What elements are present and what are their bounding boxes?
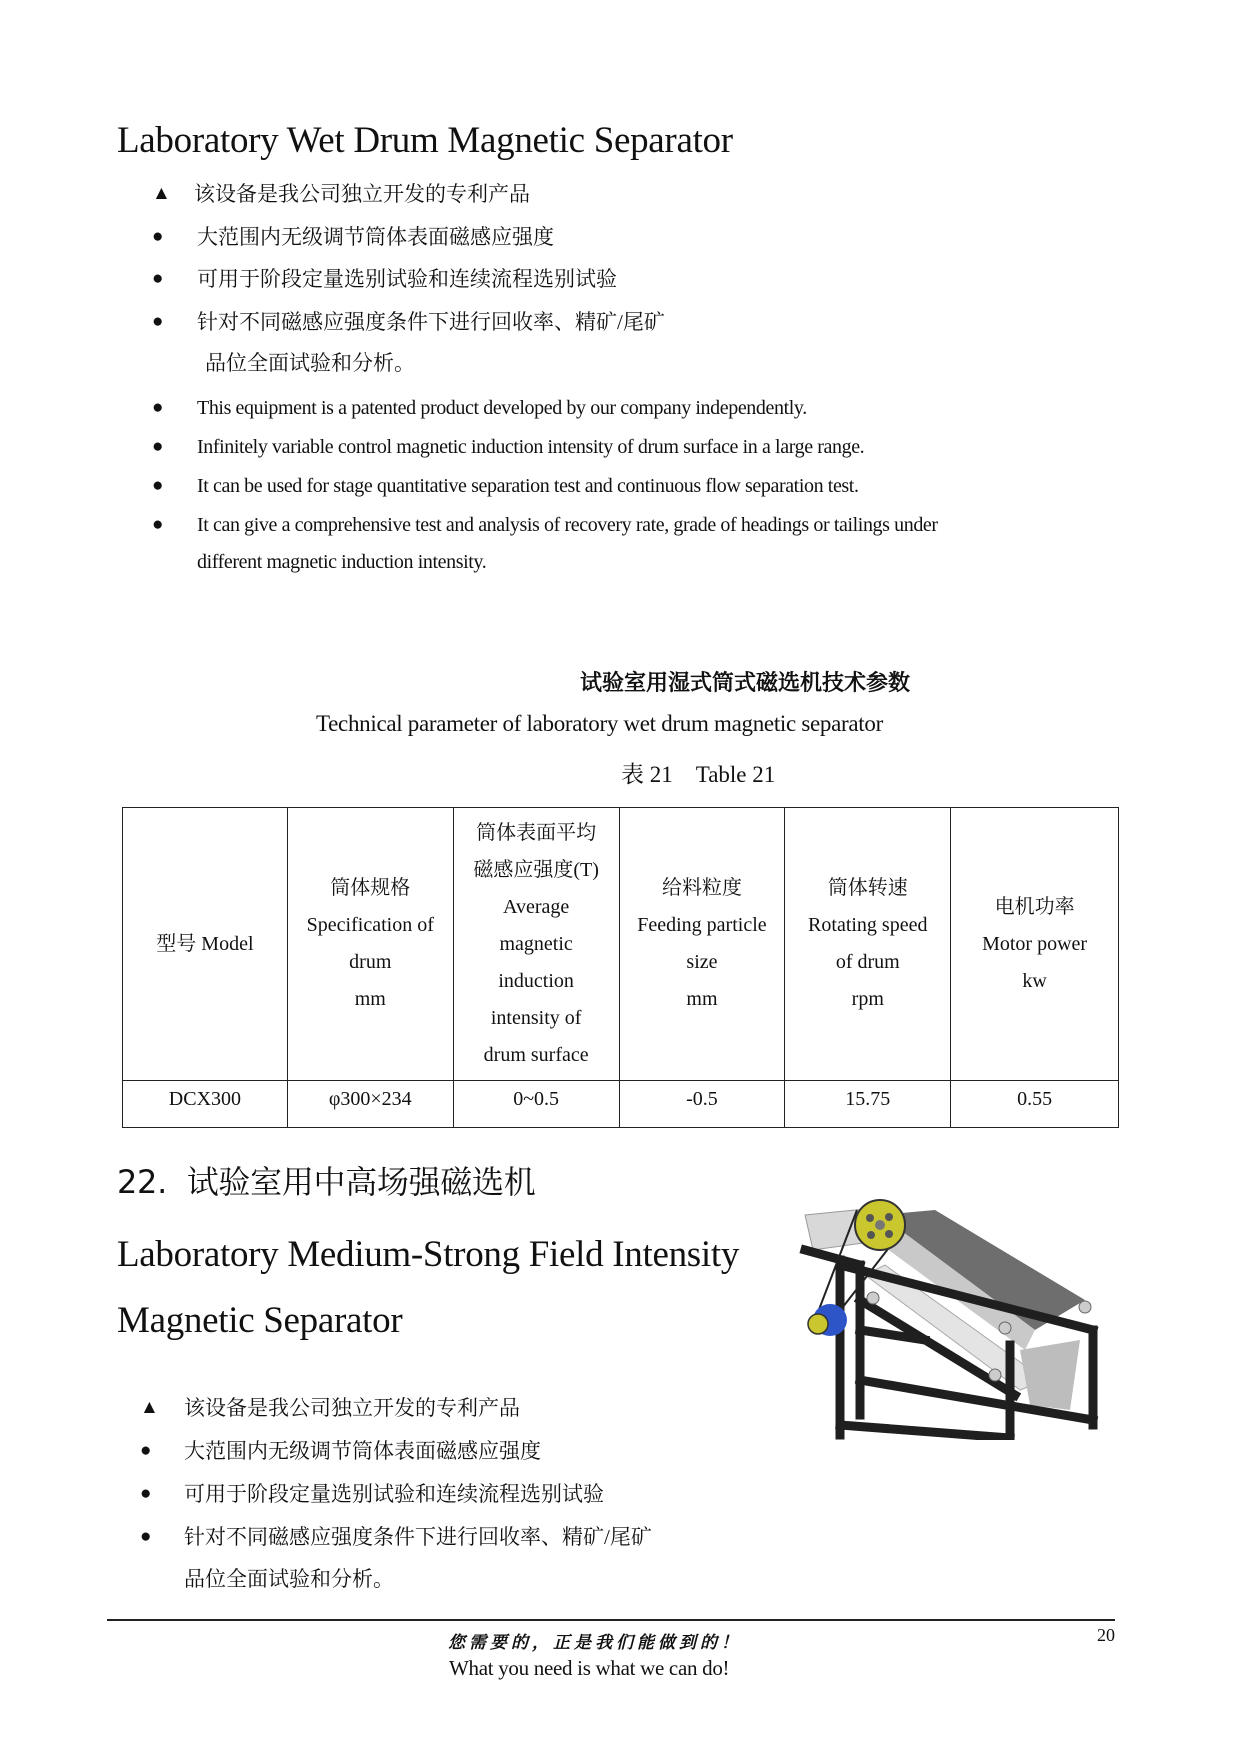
cell-feeding-size: -0.5 [619,1081,785,1128]
header-rotating-speed: 筒体转速 Rotating speed of drum rpm [785,808,951,1081]
circle-bullet-icon: ● [152,226,164,247]
bullet-cn-4-continuation: 品位全面试验和分析。 [205,351,415,375]
circle-bullet-icon: ● [152,397,164,418]
triangle-bullet-icon: ▲ [140,1397,159,1418]
cell-model: DCX300 [123,1081,288,1128]
cell-magnetic-intensity: 0~0.5 [453,1081,619,1128]
header-model: 型号 Model [123,808,288,1081]
footer-slogan-en: What you need is what we can do! [449,1656,730,1680]
header-drum-spec: 筒体规格 Specification of drum mm [287,808,453,1081]
section2-heading-cn: 22. 试验室用中高场强磁选机 [117,1163,536,1201]
equipment-image [785,1180,1130,1440]
page-number: 20 [1097,1625,1115,1645]
circle-bullet-icon: ● [152,311,164,332]
cell-rotating-speed: 15.75 [785,1081,951,1128]
footer-slogan-cn: 您需要的，正是我们能做到的！ [448,1633,742,1653]
table-title-en: Technical parameter of laboratory wet drum magnetic separator [316,711,883,736]
section2-title-line1: Laboratory Medium-Strong Field Intensity [117,1234,740,1275]
section2-bullet-cn-4-continuation: 品位全面试验和分析。 [184,1567,394,1591]
circle-bullet-icon: ● [152,268,164,289]
magnetic-separator-illustration [785,1180,1130,1440]
bullet-en-4-continuation: different magnetic induction intensity. [197,551,487,573]
table-header-row [123,808,1119,1081]
triangle-bullet-icon: ▲ [152,183,171,204]
circle-bullet-icon: ● [140,1483,152,1504]
cell-motor-power: 0.55 [951,1081,1119,1128]
circle-bullet-icon: ● [152,436,164,457]
section1-title: Laboratory Wet Drum Magnetic Separator [117,120,733,161]
header-magnetic-intensity: 筒体表面平均 磁感应强度(T) Average magnetic induction intensity of drum surface [453,808,619,1081]
header-feeding-size: 给料粒度 Feeding particle size mm [619,808,785,1081]
section2-title-line2: Magnetic Separator [117,1300,403,1341]
spec-table [122,807,1119,1128]
table-title-cn: 试验室用湿式筒式磁选机技术参数 [580,671,911,696]
header-motor-power: 电机功率 Motor power kw [951,808,1119,1081]
table-caption: 表 21 Table 21 [621,762,776,787]
circle-bullet-icon: ● [152,475,164,496]
circle-bullet-icon: ● [140,1440,152,1461]
table-row [123,1081,1119,1128]
circle-bullet-icon: ● [152,514,164,535]
cell-drum-spec: φ300×234 [287,1081,453,1128]
footer-divider [107,1619,1115,1621]
circle-bullet-icon: ● [140,1526,152,1547]
